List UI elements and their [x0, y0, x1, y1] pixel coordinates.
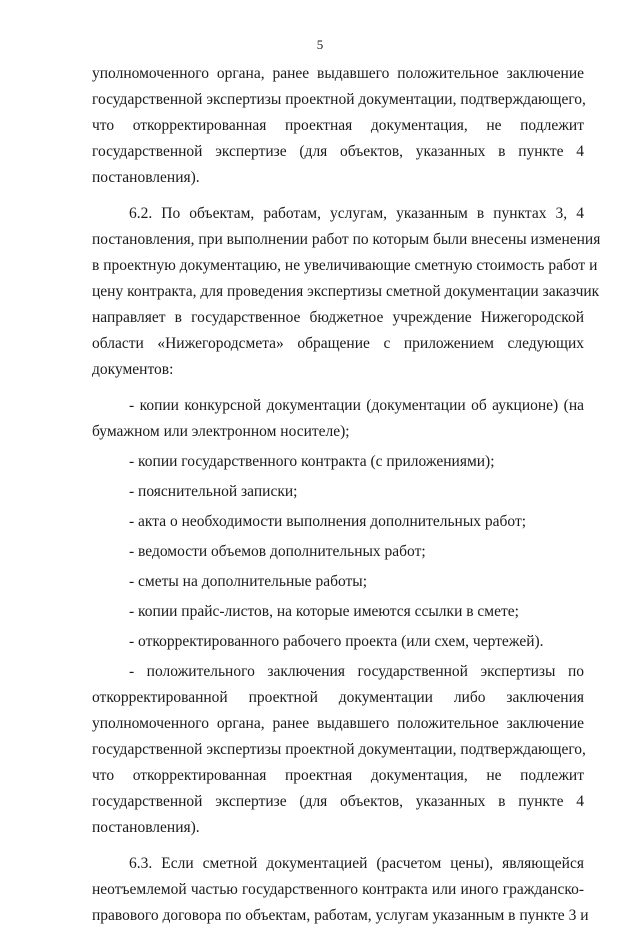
- text-line: постановления).: [92, 169, 200, 186]
- list-item: - пояснительной записки;: [129, 483, 298, 500]
- text-line: что откорректированная проектная документация, не подлежит: [92, 117, 584, 134]
- list-item: - откорректированного рабочего проекта (или схем, чертежей).: [129, 633, 544, 650]
- text-line: постановления).: [92, 819, 200, 836]
- text-line: неотъемлемой частью государственного контракта или иного гражданско-: [92, 881, 584, 898]
- text-line: государственной экспертизы проектной документации, подтверждающего,: [92, 91, 586, 108]
- text-line: что откорректированная проектная документация, не подлежит: [92, 767, 584, 784]
- text-line: уполномоченного органа, ранее выдавшего положительное заключение: [92, 65, 584, 82]
- page-number: 5: [316, 37, 324, 52]
- text-line: в проектную документацию, не увеличивающие сметную стоимость работ и: [92, 257, 598, 274]
- text-line: бумажном или электронном носителе);: [92, 423, 350, 440]
- text-line: откорректированной проектной документации либо заключения: [92, 689, 584, 706]
- list-item: - ведомости объемов дополнительных работ;: [129, 543, 426, 560]
- text-line: уполномоченного органа, ранее выдавшего положительное заключение: [92, 715, 584, 732]
- document-body: [92, 61, 601, 929]
- list-item: - сметы на дополнительные работы;: [129, 573, 367, 590]
- text-line: государственной экспертизе (для объектов, указанных в пункте 4: [92, 793, 584, 810]
- text-line: цену контракта, для проведения экспертизы сметной документации заказчик: [92, 283, 600, 300]
- text-line: государственной экспертизы проектной документации, подтверждающего,: [92, 741, 586, 758]
- list-item: - копии государственного контракта (с приложениями);: [129, 453, 495, 470]
- text-line: правового договора по объектам, работам, услугам указанным в пункте 3 и: [92, 907, 589, 924]
- paragraph-6-3: [92, 851, 589, 929]
- text-line: государственной экспертизе (для объектов, указанных в пункте 4: [92, 143, 584, 160]
- text-line: направляет в государственное бюджетное учреждение Нижегородской: [92, 309, 584, 326]
- text-line: 6.2. По объектам, работам, услугам, указанным в пунктах 3, 4: [129, 205, 584, 222]
- paragraph-6-2: [92, 201, 601, 383]
- list-item: - копии прайс-листов, на которые имеются ссылки в смете;: [129, 603, 519, 620]
- list-item: [92, 659, 584, 841]
- text-line: 6.3. Если сметной документацией (расчетом цены), являющейся: [129, 855, 584, 872]
- list-item: - акта о необходимости выполнения дополнительных работ;: [129, 513, 527, 530]
- text-line: - копии конкурсной документации (документации об аукционе) (на: [129, 397, 584, 414]
- text-line: постановления, при выполнении работ по которым были внесены изменения: [92, 231, 601, 248]
- text-line: - положительного заключения государственной экспертизы по: [129, 663, 584, 680]
- text-line: документов:: [92, 361, 174, 378]
- text-line: области «Нижегородсмета» обращение с приложением следующих: [92, 335, 584, 352]
- list-item: [92, 393, 584, 445]
- paragraph-continuation: [92, 61, 584, 191]
